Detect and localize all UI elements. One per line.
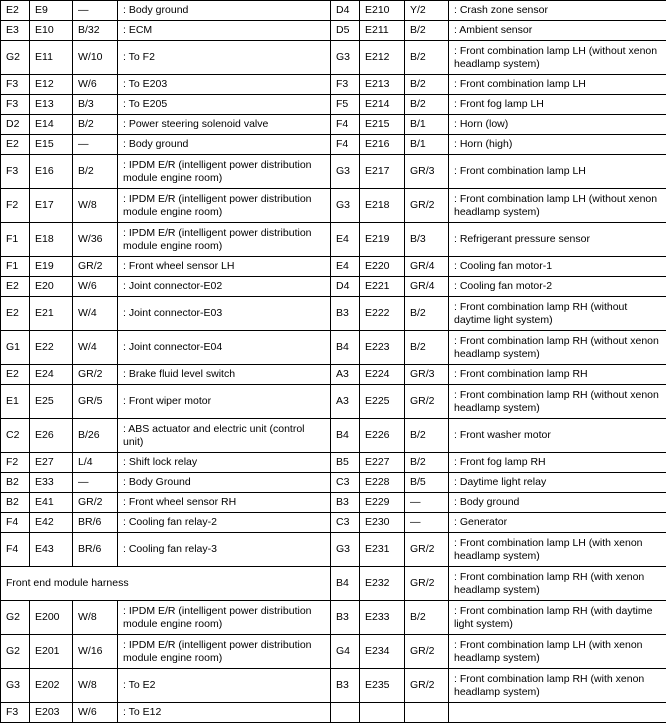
right-name-cell: : Front combination lamp LH	[449, 75, 666, 95]
left-name-cell: : IPDM E/R (intelligent power distribution module engine room)	[118, 223, 331, 257]
right-name-cell: : Front combination lamp RH (with xenon headlamp system)	[449, 567, 666, 601]
right-connector-cell: E226	[360, 419, 405, 453]
table-row	[1, 189, 666, 223]
left-grid-cell: E1	[1, 385, 30, 419]
left-name-cell: : Power steering solenoid valve	[118, 115, 331, 135]
right-grid-cell	[331, 703, 360, 723]
left-type-cell: W/6	[73, 277, 118, 297]
left-grid-cell: E2	[1, 1, 30, 21]
right-connector-cell: E230	[360, 513, 405, 533]
left-type-cell: W/4	[73, 331, 118, 365]
left-grid-cell: F3	[1, 95, 30, 115]
right-connector-cell: E214	[360, 95, 405, 115]
right-name-cell: : Front combination lamp RH (with daytime light system)	[449, 601, 666, 635]
left-grid-cell: G1	[1, 331, 30, 365]
left-name-cell: : Body Ground	[118, 473, 331, 493]
left-type-cell: BR/6	[73, 533, 118, 567]
right-connector-cell: E223	[360, 331, 405, 365]
left-type-cell: BR/6	[73, 513, 118, 533]
left-grid-cell: F3	[1, 155, 30, 189]
table-row	[1, 223, 666, 257]
table-row	[1, 1, 666, 21]
right-name-cell: : Ambient sensor	[449, 21, 666, 41]
right-grid-cell: B3	[331, 493, 360, 513]
right-type-cell: B/1	[405, 135, 449, 155]
left-name-cell: : To E12	[118, 703, 331, 723]
right-grid-cell: F5	[331, 95, 360, 115]
left-connector-cell: E24	[30, 365, 73, 385]
table-row	[1, 155, 666, 189]
right-name-cell: : Crash zone sensor	[449, 1, 666, 21]
left-grid-cell: E2	[1, 297, 30, 331]
left-connector-cell: E21	[30, 297, 73, 331]
left-connector-cell: E15	[30, 135, 73, 155]
right-name-cell: : Refrigerant pressure sensor	[449, 223, 666, 257]
left-connector-cell: E16	[30, 155, 73, 189]
section-heading: Front end module harness	[1, 567, 331, 601]
left-type-cell: W/8	[73, 669, 118, 703]
right-grid-cell: G3	[331, 533, 360, 567]
right-connector-cell: E220	[360, 257, 405, 277]
left-name-cell: : ABS actuator and electric unit (control unit)	[118, 419, 331, 453]
left-grid-cell: F3	[1, 75, 30, 95]
left-connector-cell: E11	[30, 41, 73, 75]
right-connector-cell: E232	[360, 567, 405, 601]
left-connector-cell: E20	[30, 277, 73, 297]
table-row	[1, 41, 666, 75]
right-connector-cell: E221	[360, 277, 405, 297]
right-connector-cell: E233	[360, 601, 405, 635]
right-grid-cell: G3	[331, 41, 360, 75]
right-name-cell: : Cooling fan motor-2	[449, 277, 666, 297]
right-grid-cell: E4	[331, 257, 360, 277]
right-type-cell: —	[405, 493, 449, 513]
left-connector-cell: E14	[30, 115, 73, 135]
left-name-cell: : To E203	[118, 75, 331, 95]
left-name-cell: : IPDM E/R (intelligent power distribution module engine room)	[118, 155, 331, 189]
left-grid-cell: F2	[1, 189, 30, 223]
right-type-cell: B/2	[405, 21, 449, 41]
right-type-cell: —	[405, 513, 449, 533]
right-name-cell: : Front fog lamp RH	[449, 453, 666, 473]
right-name-cell	[449, 703, 666, 723]
right-grid-cell: D4	[331, 1, 360, 21]
right-connector-cell: E213	[360, 75, 405, 95]
left-grid-cell: B2	[1, 473, 30, 493]
left-connector-cell: E17	[30, 189, 73, 223]
left-name-cell: : Shift lock relay	[118, 453, 331, 473]
left-connector-cell: E19	[30, 257, 73, 277]
right-grid-cell: F4	[331, 115, 360, 135]
left-type-cell: GR/2	[73, 493, 118, 513]
left-connector-cell: E27	[30, 453, 73, 473]
left-name-cell: : Joint connector-E02	[118, 277, 331, 297]
left-grid-cell: G2	[1, 601, 30, 635]
right-type-cell: Y/2	[405, 1, 449, 21]
right-name-cell: : Front combination lamp RH (with xenon headlamp system)	[449, 669, 666, 703]
right-connector-cell: E217	[360, 155, 405, 189]
left-type-cell: W/10	[73, 41, 118, 75]
left-type-cell: B/26	[73, 419, 118, 453]
right-connector-cell: E224	[360, 365, 405, 385]
right-connector-cell: E212	[360, 41, 405, 75]
right-connector-cell: E210	[360, 1, 405, 21]
left-grid-cell: F1	[1, 223, 30, 257]
right-type-cell: B/2	[405, 297, 449, 331]
table-row	[1, 513, 666, 533]
right-connector-cell: E228	[360, 473, 405, 493]
left-type-cell: GR/2	[73, 257, 118, 277]
table-row	[1, 669, 666, 703]
left-name-cell: : To F2	[118, 41, 331, 75]
left-grid-cell: F2	[1, 453, 30, 473]
left-type-cell: W/36	[73, 223, 118, 257]
left-type-cell: B/32	[73, 21, 118, 41]
left-type-cell: L/4	[73, 453, 118, 473]
table-row	[1, 601, 666, 635]
left-type-cell: —	[73, 1, 118, 21]
left-grid-cell: G2	[1, 635, 30, 669]
left-type-cell: W/4	[73, 297, 118, 331]
left-name-cell: : Joint connector-E04	[118, 331, 331, 365]
right-name-cell: : Front combination lamp LH (without xenon headlamp system)	[449, 189, 666, 223]
left-connector-cell: E42	[30, 513, 73, 533]
right-grid-cell: G3	[331, 155, 360, 189]
right-type-cell: B/5	[405, 473, 449, 493]
right-grid-cell: A3	[331, 385, 360, 419]
right-type-cell: B/2	[405, 331, 449, 365]
right-name-cell: : Body ground	[449, 493, 666, 513]
left-type-cell: W/6	[73, 75, 118, 95]
connector-rows	[1, 1, 666, 723]
right-grid-cell: E4	[331, 223, 360, 257]
table-row	[1, 277, 666, 297]
right-name-cell: : Generator	[449, 513, 666, 533]
table-row	[1, 135, 666, 155]
left-connector-cell: E41	[30, 493, 73, 513]
right-connector-cell: E225	[360, 385, 405, 419]
left-connector-cell: E22	[30, 331, 73, 365]
table-row	[1, 453, 666, 473]
left-grid-cell: G2	[1, 41, 30, 75]
left-connector-cell: E200	[30, 601, 73, 635]
left-grid-cell: F3	[1, 703, 30, 723]
left-connector-cell: E10	[30, 21, 73, 41]
left-grid-cell: E2	[1, 365, 30, 385]
left-connector-cell: E203	[30, 703, 73, 723]
right-connector-cell	[360, 703, 405, 723]
right-grid-cell: B4	[331, 567, 360, 601]
left-type-cell: B/2	[73, 155, 118, 189]
left-grid-cell: E2	[1, 135, 30, 155]
table-row	[1, 385, 666, 419]
table-row	[1, 75, 666, 95]
right-grid-cell: A3	[331, 365, 360, 385]
right-grid-cell: G4	[331, 635, 360, 669]
right-type-cell: GR/4	[405, 277, 449, 297]
right-grid-cell: D4	[331, 277, 360, 297]
left-grid-cell: D2	[1, 115, 30, 135]
left-type-cell: W/6	[73, 703, 118, 723]
right-grid-cell: C3	[331, 473, 360, 493]
left-connector-cell: E13	[30, 95, 73, 115]
right-type-cell: B/3	[405, 223, 449, 257]
right-name-cell: : Horn (high)	[449, 135, 666, 155]
left-type-cell: W/8	[73, 189, 118, 223]
table-row	[1, 635, 666, 669]
right-type-cell: B/2	[405, 41, 449, 75]
left-grid-cell: F4	[1, 533, 30, 567]
right-connector-cell: E235	[360, 669, 405, 703]
right-connector-cell: E227	[360, 453, 405, 473]
left-type-cell: W/16	[73, 635, 118, 669]
left-grid-cell: G3	[1, 669, 30, 703]
right-type-cell: B/2	[405, 75, 449, 95]
left-name-cell: : Joint connector-E03	[118, 297, 331, 331]
right-name-cell: : Front combination lamp RH (without daytime light system)	[449, 297, 666, 331]
right-name-cell: : Front combination lamp LH (without xenon headlamp system)	[449, 41, 666, 75]
left-name-cell: : Cooling fan relay-3	[118, 533, 331, 567]
left-connector-cell: E25	[30, 385, 73, 419]
right-connector-cell: E231	[360, 533, 405, 567]
right-type-cell: GR/2	[405, 189, 449, 223]
left-name-cell: : Body ground	[118, 1, 331, 21]
left-name-cell: : To E2	[118, 669, 331, 703]
right-type-cell: GR/2	[405, 669, 449, 703]
right-type-cell: B/2	[405, 95, 449, 115]
right-type-cell: GR/4	[405, 257, 449, 277]
left-name-cell: : IPDM E/R (intelligent power distribution module engine room)	[118, 635, 331, 669]
right-grid-cell: F3	[331, 75, 360, 95]
right-type-cell: GR/2	[405, 385, 449, 419]
right-grid-cell: B4	[331, 331, 360, 365]
right-name-cell: : Front combination lamp LH	[449, 155, 666, 189]
left-name-cell: : Cooling fan relay-2	[118, 513, 331, 533]
table-row	[1, 331, 666, 365]
right-grid-cell: D5	[331, 21, 360, 41]
left-type-cell: GR/2	[73, 365, 118, 385]
left-connector-cell: E26	[30, 419, 73, 453]
right-type-cell: B/2	[405, 419, 449, 453]
right-connector-cell: E216	[360, 135, 405, 155]
right-connector-cell: E218	[360, 189, 405, 223]
left-connector-cell: E33	[30, 473, 73, 493]
right-name-cell: : Horn (low)	[449, 115, 666, 135]
left-name-cell: : To E205	[118, 95, 331, 115]
left-name-cell: : Brake fluid level switch	[118, 365, 331, 385]
right-name-cell: : Front combination lamp RH	[449, 365, 666, 385]
right-grid-cell: B3	[331, 297, 360, 331]
left-name-cell: : ECM	[118, 21, 331, 41]
right-name-cell: : Cooling fan motor-1	[449, 257, 666, 277]
right-type-cell: GR/3	[405, 155, 449, 189]
left-type-cell: B/3	[73, 95, 118, 115]
left-connector-cell: E12	[30, 75, 73, 95]
right-grid-cell: B5	[331, 453, 360, 473]
right-type-cell: B/1	[405, 115, 449, 135]
left-type-cell: GR/5	[73, 385, 118, 419]
right-name-cell: : Daytime light relay	[449, 473, 666, 493]
left-grid-cell: E2	[1, 277, 30, 297]
right-type-cell: GR/3	[405, 365, 449, 385]
right-connector-cell: E234	[360, 635, 405, 669]
left-type-cell: B/2	[73, 115, 118, 135]
right-type-cell	[405, 703, 449, 723]
left-type-cell: —	[73, 473, 118, 493]
table-row	[1, 567, 666, 601]
right-name-cell: : Front washer motor	[449, 419, 666, 453]
right-type-cell: GR/2	[405, 567, 449, 601]
right-type-cell: B/2	[405, 453, 449, 473]
right-connector-cell: E219	[360, 223, 405, 257]
right-grid-cell: C3	[331, 513, 360, 533]
left-connector-cell: E202	[30, 669, 73, 703]
table-row	[1, 115, 666, 135]
left-connector-cell: E18	[30, 223, 73, 257]
table-row	[1, 703, 666, 723]
right-grid-cell: G3	[331, 189, 360, 223]
left-grid-cell: E3	[1, 21, 30, 41]
left-name-cell: : IPDM E/R (intelligent power distribution module engine room)	[118, 601, 331, 635]
right-connector-cell: E215	[360, 115, 405, 135]
right-grid-cell: F4	[331, 135, 360, 155]
left-type-cell: W/8	[73, 601, 118, 635]
right-name-cell: : Front combination lamp LH (with xenon headlamp system)	[449, 635, 666, 669]
left-name-cell: : Front wheel sensor RH	[118, 493, 331, 513]
right-grid-cell: B3	[331, 601, 360, 635]
right-connector-cell: E211	[360, 21, 405, 41]
left-connector-cell: E43	[30, 533, 73, 567]
table-row	[1, 297, 666, 331]
right-type-cell: GR/2	[405, 635, 449, 669]
left-name-cell: : Front wiper motor	[118, 385, 331, 419]
table-row	[1, 95, 666, 115]
table-row	[1, 365, 666, 385]
right-name-cell: : Front combination lamp LH (with xenon headlamp system)	[449, 533, 666, 567]
table-row	[1, 21, 666, 41]
left-connector-cell: E9	[30, 1, 73, 21]
table-row	[1, 493, 666, 513]
left-type-cell: —	[73, 135, 118, 155]
left-connector-cell: E201	[30, 635, 73, 669]
right-grid-cell: B3	[331, 669, 360, 703]
left-grid-cell: C2	[1, 419, 30, 453]
left-name-cell: : Front wheel sensor LH	[118, 257, 331, 277]
left-grid-cell: F4	[1, 513, 30, 533]
table-row	[1, 257, 666, 277]
left-name-cell: : IPDM E/R (intelligent power distribution module engine room)	[118, 189, 331, 223]
right-grid-cell: B4	[331, 419, 360, 453]
right-name-cell: : Front combination lamp RH (without xenon headlamp system)	[449, 331, 666, 365]
left-grid-cell: B2	[1, 493, 30, 513]
left-name-cell: : Body ground	[118, 135, 331, 155]
left-grid-cell: F1	[1, 257, 30, 277]
table-row	[1, 473, 666, 493]
table-row	[1, 533, 666, 567]
right-connector-cell: E222	[360, 297, 405, 331]
right-type-cell: B/2	[405, 601, 449, 635]
table-row	[1, 419, 666, 453]
right-name-cell: : Front combination lamp RH (without xenon headlamp system)	[449, 385, 666, 419]
right-connector-cell: E229	[360, 493, 405, 513]
right-type-cell: GR/2	[405, 533, 449, 567]
right-name-cell: : Front fog lamp LH	[449, 95, 666, 115]
